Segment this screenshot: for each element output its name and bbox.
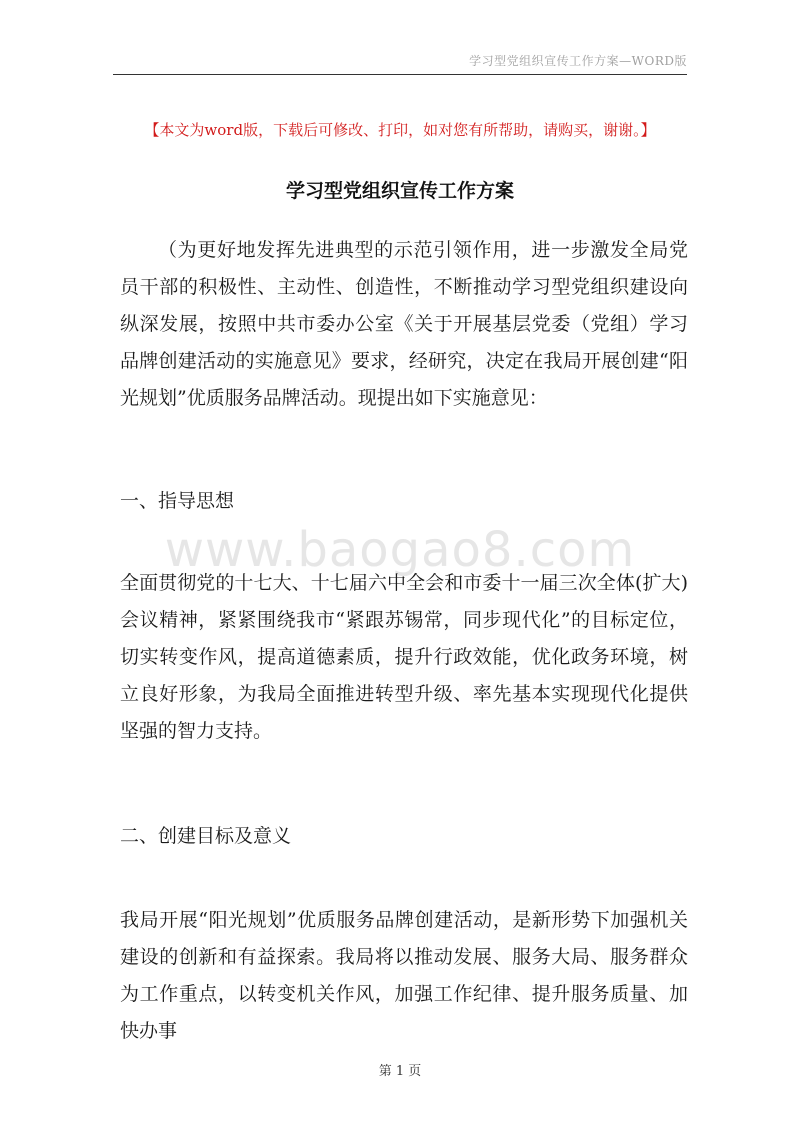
intro-paragraph: （为更好地发挥先进典型的示范引领作用，进一步激发全局党员干部的积极性、主动性、创造性，不断推动学习型党组织建设向纵深发展，按照中共市委办公室《关于开展基层党委（党组）学习品牌创建活动的实施意见》要求，经研究，决定在我局开展创建“阳光规划”优质服务品牌活动。现提出如下实施意见： [120,239,688,409]
purchase-notice: 【本文为word版，下载后可修改、打印，如对您有所帮助，请购买，谢谢。】 [144,121,656,139]
running-header: 学习型党组织宣传工作方案—WORD版 [469,54,687,68]
section-heading-2: 二、创建目标及意义 [120,825,292,847]
section-body-2: 我局开展“阳光规划”优质服务品牌创建活动，是新形势下加强机关建设的创新和有益探索。我局将以推动发展、服务大局、服务群众为工作重点，以转变机关作风，加强工作纪律、提升服务质量、加快办事 [120,909,688,1042]
section-body-1: 全面贯彻党的十七大、十七届六中全会和市委十一届三次全体(扩大)会议精神，紧紧围绕我市“紧跟苏锡常，同步现代化”的目标定位，切实转变作风，提高道德素质，提升行政效能，优化政务环境，树立良好形象，为我局全面推进转型升级、率先基本实现现代化提供坚强的智力支持。 [120,572,688,742]
section-heading-1: 一、指导思想 [120,490,235,512]
document-title: 学习型党组织宣传工作方案 [285,180,514,202]
page-number: 第 1 页 [378,1064,422,1079]
header-divider [113,74,687,75]
watermark-text: www.baogao8.com [164,522,636,578]
